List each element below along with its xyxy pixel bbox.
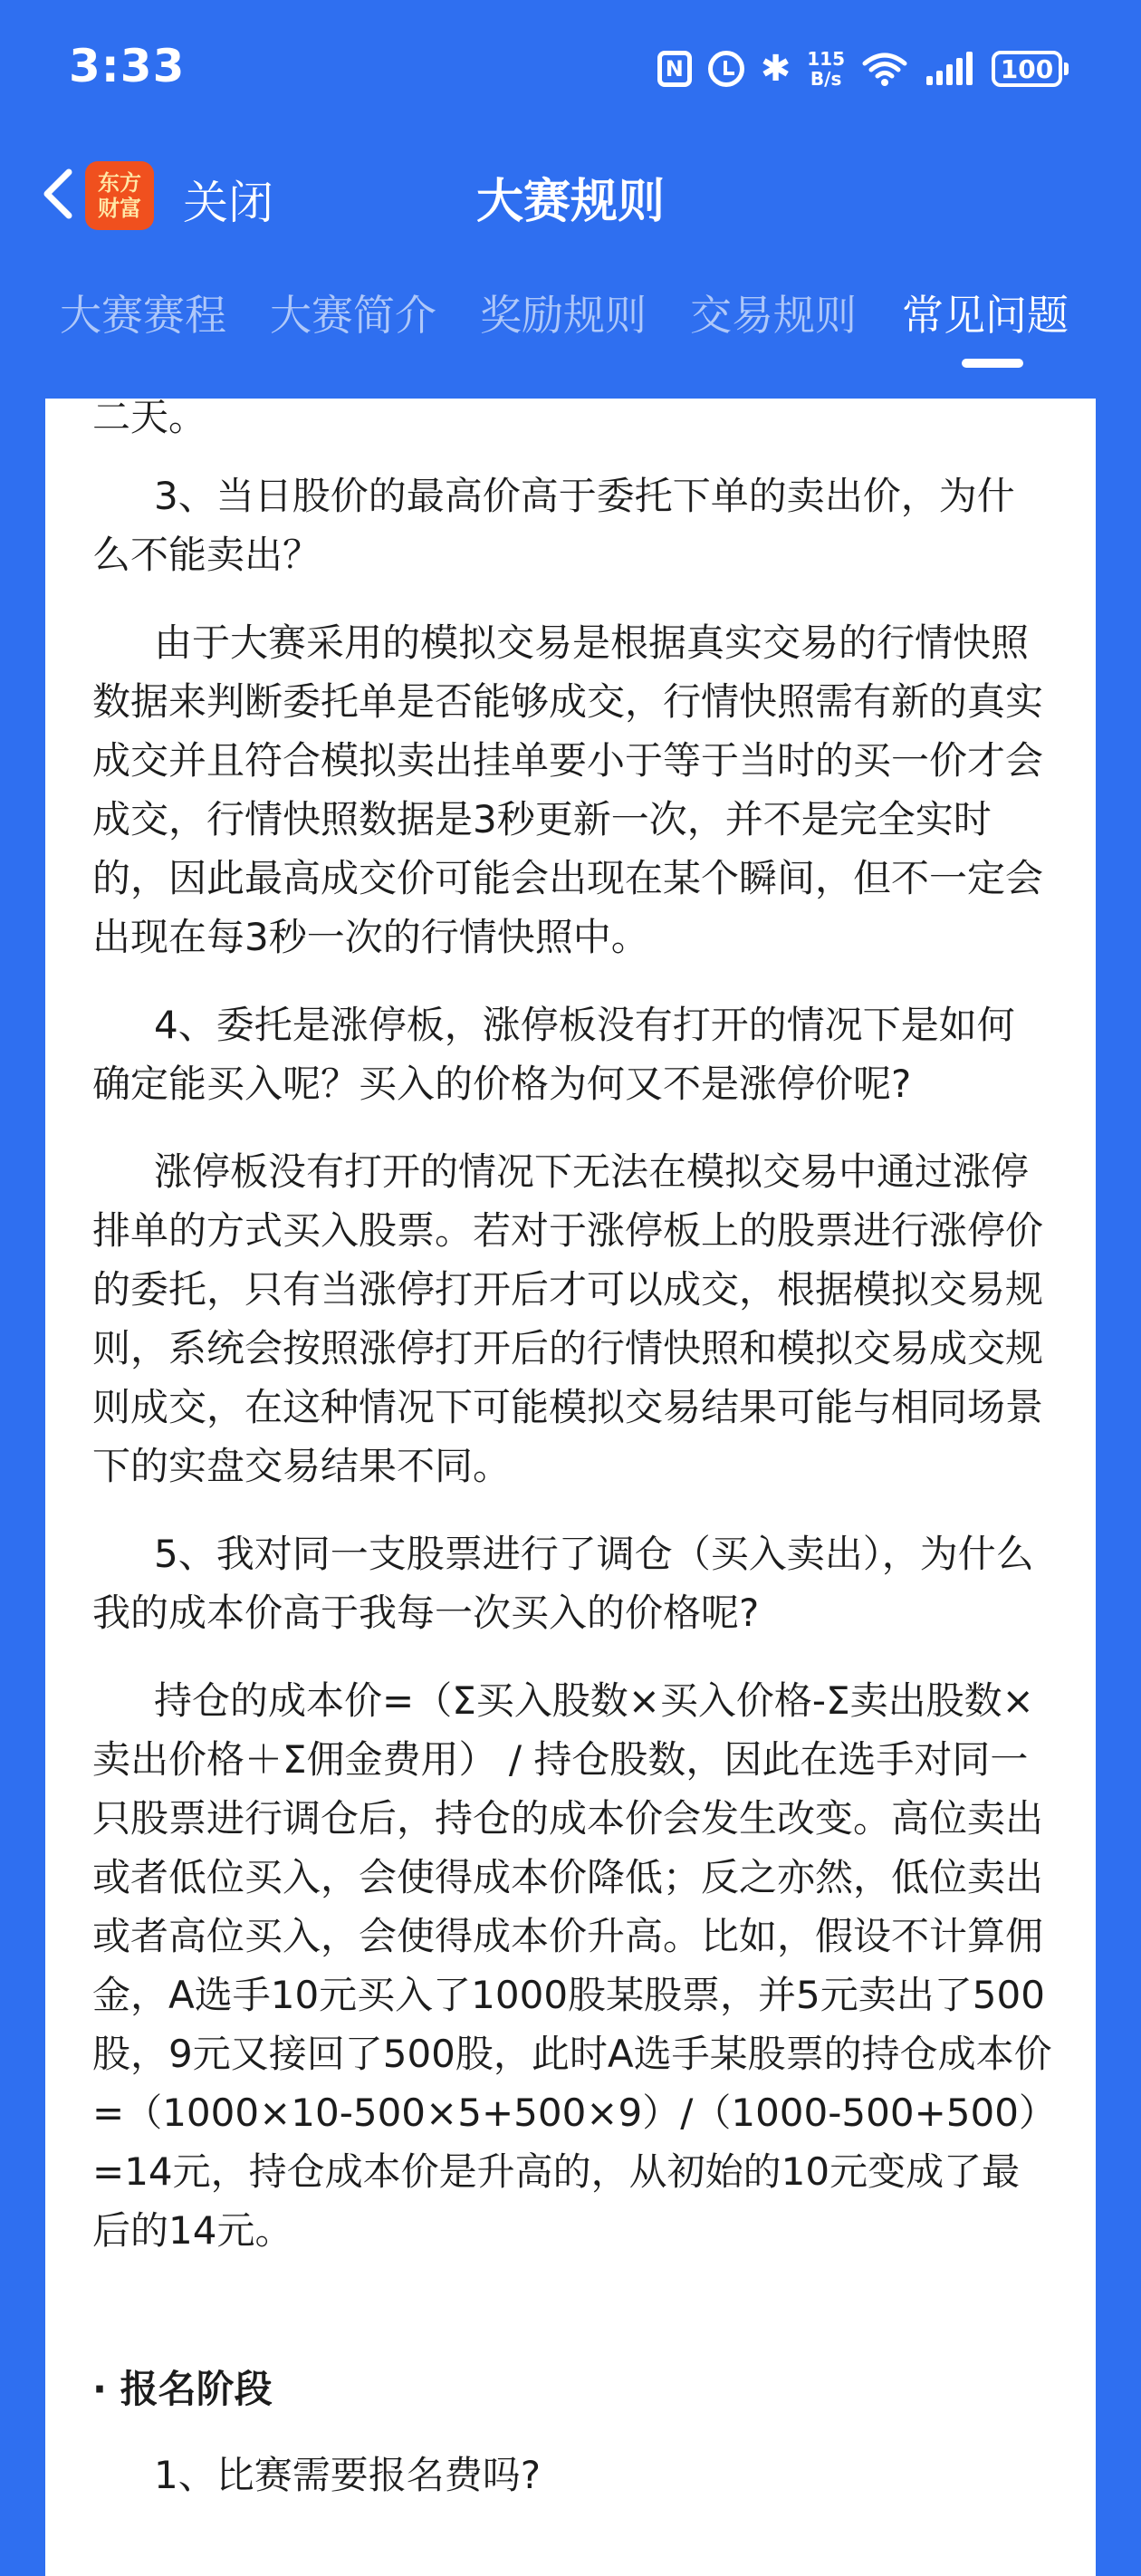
answer-4: 涨停板没有打开的情况下无法在模拟交易中通过涨停排单的方式买入股票。若对于涨停板上的股票进行涨停价的委托，只有当涨停打开后才可以成交，根据模拟交易规则，系统会按照涨停打开后的行情快照和模拟交易成交规则成交，在这种情况下可能模拟交易结果可能与相同场景下的实盘交易结果不同。 [92,1149,1044,1488]
tab-trading-rules[interactable]: 交易规则 [690,291,857,340]
faq-content [92,399,1052,2504]
status-time: 3:33 [69,40,186,92]
network-speed [807,49,845,89]
question-signup-1: 1、比赛需要报名费吗? [154,2453,542,2497]
close-button[interactable]: 关闭 [183,177,273,229]
answer-5: 持仓的成本价=（Σ买入股数×买入价格-Σ卖出股数×卖出价格＋Σ佣金费用） / 持仓股数，因此在选手对同一只股票进行调仓后，持仓的成本价会发生改变。高位卖出或者低位买入，会使得成本价降低；反之亦然，低位卖出或者高位买入，会使得成本价升高。比如，假设不计算佣金，A选手10元买入了1000股某股票，并5元卖出了500股，9元又接回了500股，此时A选手某股票的持仓成本价=（1000×10-500×5+500×9）/（1000-500+500）=14元，持仓成本价是升高的，从初始的10元变成了最后的14元。 [92,1678,1052,2253]
logo-line-1: 东方 [98,170,141,196]
tab-introduction[interactable]: 大赛简介 [270,291,436,340]
battery-icon [992,51,1069,87]
signal-icon [925,51,975,87]
battery-level: 100 [992,51,1062,87]
question-4: 4、委托是涨停板，涨停板没有打开的情况下是如何确定能买入呢？买入的价格为何又不是涨停价呢? [92,1003,1015,1106]
bluetooth-icon: ✱ [760,48,791,90]
app-header [0,136,1141,254]
logo-line-2: 财富 [98,196,141,221]
status-icons [657,43,1069,94]
network-speed-unit: B/s [810,68,842,90]
tab-rewards[interactable]: 奖励规则 [480,291,647,340]
network-speed-value: 115 [807,48,845,70]
battery-tip [1064,62,1069,75]
section-heading-signup: · 报名阶段 [92,2367,273,2411]
wifi-icon [861,51,908,87]
alarm-icon [708,51,744,87]
app-logo [85,161,154,230]
nfc-icon: N [657,51,692,87]
paragraph-continued: 二天。 [92,399,207,439]
faq-content-card[interactable] [45,399,1096,2576]
answer-3: 由于大赛采用的模拟交易是根据真实交易的行情快照数据来判断委托单是否能够成交，行情快照需有新的真实成交并且符合模拟卖出挂单要小于等于当时的买一价才会成交，行情快照数据是3秒更新一次，并不是完全实时的，因此最高成交价可能会出现在某个瞬间，但不一定会出现在每3秒一次的行情快照中。 [92,620,1044,959]
question-3: 3、当日股价的最高价高于委托下单的卖出价，为什么不能卖出？ [92,474,1015,577]
tab-bar [0,272,1141,380]
status-bar [0,0,1141,136]
chevron-left-icon[interactable] [33,165,87,223]
question-5: 5、我对同一支股票进行了调仓（买入卖出），为什么我的成本价高于我每一次买入的价格呢? [92,1532,1034,1635]
tab-faq[interactable]: 常见问题 [902,291,1069,340]
page-title: 大赛规则 [475,175,665,229]
tab-schedule[interactable]: 大赛赛程 [60,291,226,340]
active-tab-indicator [962,359,1023,368]
